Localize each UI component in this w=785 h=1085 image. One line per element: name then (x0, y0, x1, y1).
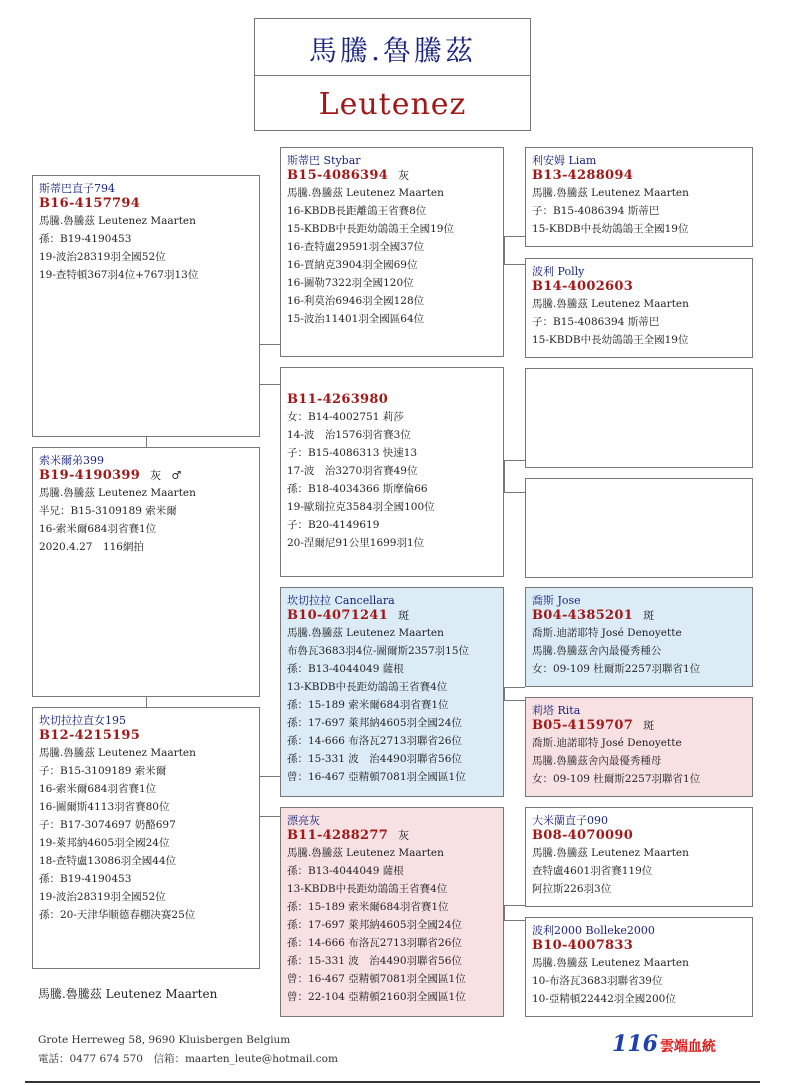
info-line: 18-查特盧13086羽全國44位 (39, 855, 177, 867)
info-line: 16-索米爾684羽省賽1位 (39, 783, 157, 795)
info-line: 孫：B18-4034366 斯摩倫66 (287, 483, 428, 495)
info-line: 子：B15-4086394 斯蒂巴 (532, 316, 660, 328)
info-line: 孫：15-189 索米爾684羽省賽1位 (287, 699, 449, 711)
info-line: 查特盧4601羽省賽119位 (532, 865, 653, 877)
pedigree-card-dss (525, 587, 753, 687)
info-line: 孫：B19-4190453 (39, 873, 132, 885)
info-line: 16-賈納克3904羽全國69位 (287, 259, 418, 271)
pedigree-card-ssd (525, 258, 753, 358)
info-line: 16-KBDB長距離鴿王省賽8位 (287, 205, 427, 217)
info-line: 孫：15-331 波 治4490羽聯省56位 (287, 753, 462, 765)
ring-number-text: B11-4288277 (287, 828, 389, 843)
connector-line (146, 437, 147, 447)
connector-line (258, 776, 280, 777)
bird-name: 莉塔 Rita (532, 704, 581, 717)
info-line: 馬騰.魯騰茲 Leutenez Maarten (532, 298, 689, 310)
info-line: 15-KBDB中長幼鴿鴿王全國19位 (532, 223, 689, 235)
info-line: 阿拉斯226羽3位 (532, 883, 612, 895)
pedigree-card-sire (32, 175, 260, 437)
pedigree-card-subject (32, 447, 260, 697)
info-line: 馬騰.魯騰茲舍內最優秀種公 (532, 645, 662, 657)
bird-name: 斯蒂巴直子794 (39, 182, 115, 195)
info-line: 女：B14-4002751 莉莎 (287, 411, 404, 423)
info-line: 布魯瓦3683羽4位-圖爾斯2357羽15位 (287, 645, 470, 657)
info-line: 子：B20-4149619 (287, 519, 380, 531)
title-box (254, 18, 531, 131)
bird-name: 波利 Polly (532, 265, 585, 278)
connector-line (504, 687, 525, 688)
color-label: 斑 (643, 719, 655, 732)
info-line: 馬騰.魯騰茲 Leutenez Maarten (287, 627, 444, 639)
bird-name: 漂亮灰 (287, 814, 320, 827)
info-line: 孫：14-666 布洛瓦2713羽聯省26位 (287, 735, 462, 747)
info-line: 17-波 治3270羽省賽49位 (287, 465, 418, 477)
ring-number (532, 608, 752, 624)
info-line: 16-查特盧29591羽全國37位 (287, 241, 425, 253)
pedigree-card-ddd (525, 917, 753, 1017)
bird-name: 利安姆 Liam (532, 154, 597, 167)
bird-name: 坎切拉拉 Cancellara (287, 594, 395, 607)
connector-line (504, 687, 505, 700)
info-line: 孫：B19-4190453 (39, 233, 132, 245)
info-line: 16-利莫治6946羽全國128位 (287, 295, 425, 307)
info-line: 15-KBDB中長幼鴿鴿王全國19位 (532, 334, 689, 346)
bird-name: 坎切拉拉直女195 (39, 714, 126, 727)
info-line: 14-波 治1576羽省賽3位 (287, 429, 411, 441)
info-line: 曾：22-104 亞精頓2160羽全國區1位 (287, 991, 466, 1003)
owner-name: 馬騰.魯騰茲 Leutenez Maarten (38, 987, 218, 1001)
info-line: 20-涅爾尼91公里1699羽1位 (287, 537, 425, 549)
connector-line (258, 384, 280, 385)
ring-number-text: B15-4086394 (287, 168, 389, 183)
ring-number: B16-4157794 (39, 196, 141, 211)
ring-number: B08-4070090 (532, 828, 634, 843)
info-line: 孫：B13-4044049 薩根 (287, 865, 404, 877)
footer-divider (25, 1081, 760, 1083)
pedigree-card-sds-empty (525, 368, 753, 468)
info-line: 半兄：B15-3109189 索米爾 (39, 505, 177, 517)
color-label: 灰 (398, 829, 410, 842)
info-line: 喬斯.迪諾耶特 José Denoyette (532, 737, 682, 749)
color-label: 斑 (643, 609, 655, 622)
ring-number (287, 828, 503, 844)
ring-number-text: B05-4159707 (532, 718, 634, 733)
ring-number (532, 718, 752, 734)
info-line: 孫：15-189 索米爾684羽省賽1位 (287, 901, 449, 913)
info-line: 馬騰.魯騰茲 Leutenez Maarten (39, 487, 196, 499)
info-line: 16-圖勒7322羽全國120位 (287, 277, 414, 289)
info-line: 喬斯.迪諾耶特 José Denoyette (532, 627, 682, 639)
page-title-english: Leutenez (318, 87, 467, 122)
info-line: 馬騰.魯騰茲 Leutenez Maarten (532, 957, 689, 969)
connector-line (504, 905, 505, 920)
info-line: 女：09-109 杜爾斯2257羽聯省1位 (532, 773, 701, 785)
connector-line (504, 920, 525, 921)
info-line: 19-歐瑞拉克3584羽全國100位 (287, 501, 435, 513)
info-line: 馬騰.魯騰茲 Leutenez Maarten (39, 747, 196, 759)
ring-number-text: B10-4071241 (287, 608, 389, 623)
info-line: 馬騰.魯騰茲 Leutenez Maarten (39, 215, 196, 227)
info-line: 19-波治28319羽全國52位 (39, 891, 166, 903)
info-line: 孫：17-697 萊邦納4605羽全國24位 (287, 717, 462, 729)
info-line: 15-KBDB中長距幼鴿鴿王全國19位 (287, 223, 454, 235)
ring-number (287, 608, 503, 624)
pedigree-card-sdd-empty (525, 478, 753, 578)
info-line: 孫：20-天津华顺德春棚决赛25位 (39, 909, 196, 921)
info-line: 10-亞精頓22442羽全國200位 (532, 993, 676, 1005)
connector-line (504, 460, 505, 492)
bird-name: 喬斯 Jose (532, 594, 581, 607)
info-line: 13-KBDB中長距幼鴿鴿王省賽4位 (287, 883, 448, 895)
bird-name: 大米蘭直子090 (532, 814, 608, 827)
connector-line (146, 697, 147, 707)
connector-line (504, 700, 525, 701)
connector-line (504, 264, 525, 265)
info-line: 2020.4.27 116網拍 (39, 541, 144, 553)
connector-line (258, 344, 280, 345)
sex-symbol-icon: ♂ (171, 469, 182, 482)
info-line: 曾：16-467 亞精頓7081羽全國區1位 (287, 973, 466, 985)
brand-logo (612, 1031, 716, 1055)
info-line: 孫：17-697 萊邦納4605羽全國24位 (287, 919, 462, 931)
logo-text: 雲端血統 (659, 1039, 716, 1055)
connector-line (504, 236, 505, 264)
info-line: 19-萊邦納4605羽全國24位 (39, 837, 170, 849)
info-line: 馬騰.魯騰茲 Leutenez Maarten (532, 847, 689, 859)
connector-line (504, 492, 525, 493)
color-label: 灰 (150, 469, 162, 482)
ring-number: B11-4263980 (287, 392, 389, 407)
color-label: 灰 (398, 169, 410, 182)
logo-number: 116 (612, 1031, 658, 1057)
pedigree-card-dam-dam (280, 807, 504, 1017)
ring-number: B13-4288094 (532, 168, 634, 183)
pedigree-card-dam-sire (280, 587, 504, 797)
info-line: 13-KBDB中長距幼鴿鴿王省賽4位 (287, 681, 448, 693)
info-line: 馬騰.魯騰茲 Leutenez Maarten (287, 187, 444, 199)
ring-number (39, 468, 259, 484)
bird-name: 斯蒂巴 Stybar (287, 154, 361, 167)
ring-number: B12-4215195 (39, 728, 141, 743)
pedigree-card-sire-sire (280, 147, 504, 357)
ring-number (287, 168, 503, 184)
pedigree-card-sire-dam (280, 367, 504, 577)
connector-line (504, 236, 525, 237)
contact-text: 電話：0477 674 570 信箱：maarten_leute@hotmail.com (38, 1053, 338, 1065)
address-text: Grote Herreweg 58, 9690 Kluisbergen Belgium (38, 1034, 291, 1046)
pedigree-card-dsd (525, 697, 753, 797)
pedigree-card-sss (525, 147, 753, 247)
ring-number-text: B04-4385201 (532, 608, 634, 623)
ring-number: B10-4007833 (532, 938, 634, 953)
info-line: 孫：14-666 布洛瓦2713羽聯省26位 (287, 937, 462, 949)
pedigree-card-dds (525, 807, 753, 907)
info-line: 女：09-109 杜爾斯2257羽聯省1位 (532, 663, 701, 675)
page-title-chinese: 馬騰.魯騰茲 (309, 34, 476, 67)
info-line: 16-圖爾斯4113羽省賽80位 (39, 801, 170, 813)
info-line: 馬騰.魯騰茲 Leutenez Maarten (532, 187, 689, 199)
info-line: 16-索米爾684羽省賽1位 (39, 523, 157, 535)
info-line: 馬騰.魯騰茲 Leutenez Maarten (287, 847, 444, 859)
bird-name: 索米爾弟399 (39, 454, 104, 467)
info-line: 子：B17-3074697 奶酪697 (39, 819, 176, 831)
info-line: 19-波治28319羽全國52位 (39, 251, 166, 263)
info-line: 馬騰.魯騰茲舍內最優秀種母 (532, 755, 662, 767)
info-line: 子：B15-4086394 斯蒂巴 (532, 205, 660, 217)
color-label: 斑 (398, 609, 410, 622)
info-line: 孫：B13-4044049 薩根 (287, 663, 404, 675)
info-line: 19-查特頓367羽4位+767羽13位 (39, 269, 199, 281)
title-divider (255, 75, 530, 76)
ring-number: B14-4002603 (532, 279, 634, 294)
connector-line (504, 905, 525, 906)
info-line: 子：B15-4086313 快速13 (287, 447, 418, 459)
ring-number-text: B19-4190399 (39, 468, 141, 483)
pedigree-card-dam (32, 707, 260, 969)
info-line: 子：B15-3109189 索米爾 (39, 765, 167, 777)
info-line: 曾：16-467 亞精頓7081羽全國區1位 (287, 771, 466, 783)
info-line: 15-波治11401羽全國區64位 (287, 313, 425, 325)
connector-line (258, 816, 280, 817)
info-line: 10-布洛瓦3683羽聯省39位 (532, 975, 663, 987)
bird-name: 波利2000 Bolleke2000 (532, 924, 655, 937)
info-line: 孫：15-331 波 治4490羽聯省56位 (287, 955, 462, 967)
connector-line (504, 460, 525, 461)
